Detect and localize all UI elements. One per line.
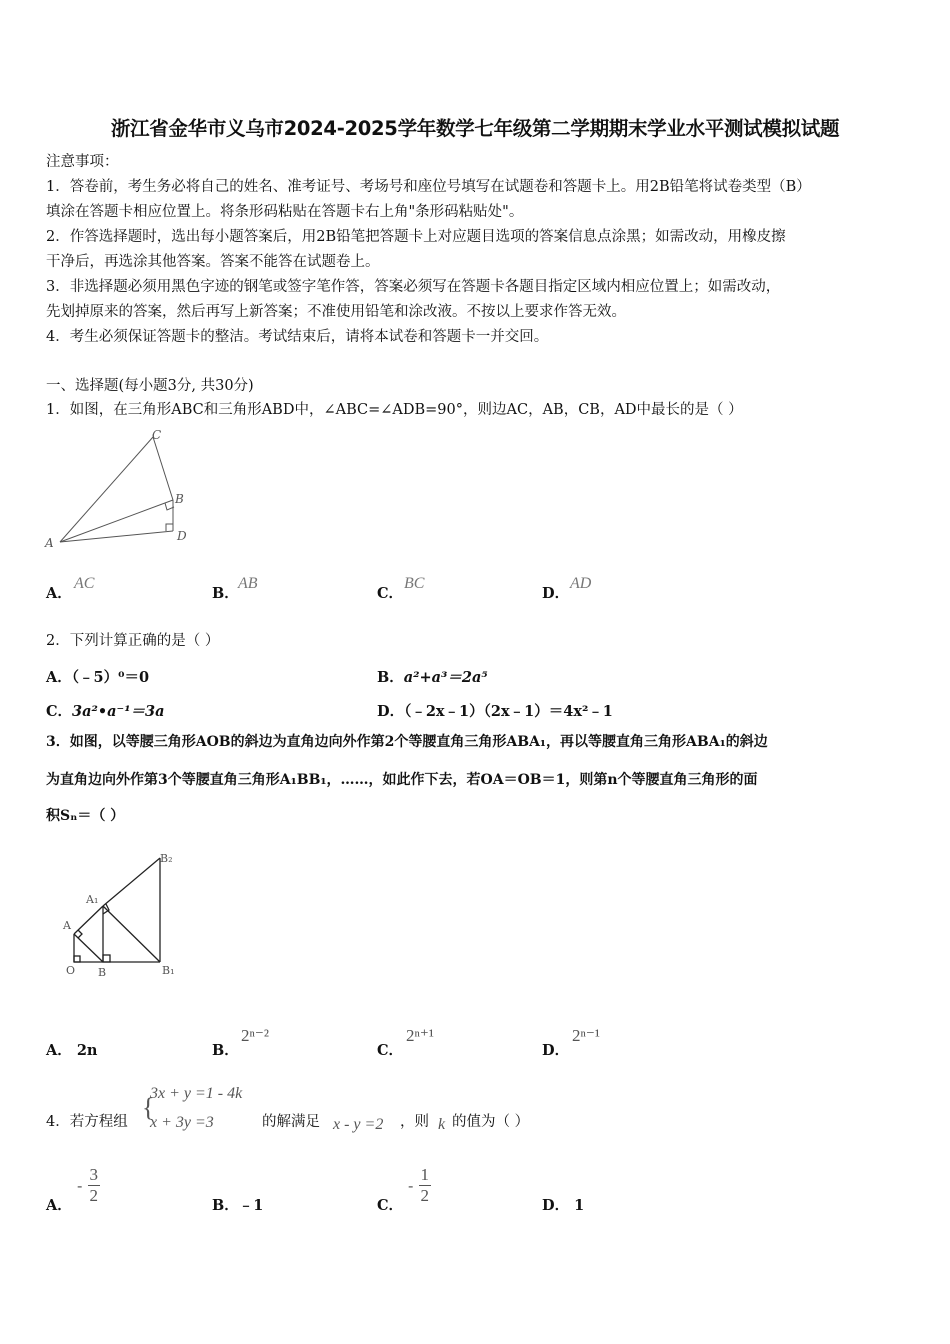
notice-line: 3．非选择题必须用黑色字迹的钢笔或签字笔作答，答案必须写在答题卡各题目指定区域内相应位置上；如需改动， (46, 279, 781, 295)
question-3-line3: 积Sₙ＝（ ） (46, 808, 125, 824)
q2-option-a: A．（﹣5）⁰＝0 (46, 669, 150, 686)
q3-option-d-letter: D． (542, 1042, 570, 1059)
q3-option-d-value: 2ⁿ⁻¹ (572, 1026, 600, 1045)
notice-line: 干净后，再选涂其他答案。答案不能答在试题卷上。 (46, 254, 380, 270)
q2-option-c: C．3a²•a⁻¹＝3a (46, 703, 165, 720)
q4-option-a-letter: A． (46, 1197, 72, 1214)
label-b: B (98, 966, 107, 979)
q4-option-c-value: - $\frac{1}{2}$ (408, 1165, 429, 1205)
q2-option-d: D．（﹣2x﹣1）（2x﹣1）＝4x²﹣1 (377, 703, 613, 720)
q4-option-c-letter: C． (377, 1197, 404, 1214)
brace-icon: { (142, 1093, 155, 1122)
q2-option-b: B．a²+a³＝2a⁵ (377, 669, 488, 686)
label-a1: A₁ (86, 893, 99, 906)
q1-option-c-letter: C． (377, 585, 404, 602)
label-d: D (177, 529, 187, 543)
q1-option-b-value: AB (238, 575, 258, 592)
notice-line: 先划掉原来的答案，然后再写上新答案；不准使用铅笔和涂改液。不按以上要求作答无效。 (46, 304, 626, 320)
page-title: 浙江省金华市义乌市2024-2025学年数学七年级第二学期期末学业水平测试模拟试题 (110, 117, 840, 140)
q3-option-b-letter: B． (212, 1042, 239, 1059)
q1-option-a-letter: A． (46, 585, 72, 602)
q4-option-b: B．﹣1 (212, 1197, 264, 1214)
q1-option-d-value: AD (570, 575, 592, 592)
triangle-figure (40, 428, 200, 553)
notice-line: 4．考生必须保证答题卡的整洁。考试结束后，请将本试卷和答题卡一并交回。 (46, 329, 549, 345)
label-o: O (66, 964, 76, 977)
equation-1: 3x + y =1 - 4k (150, 1085, 243, 1102)
notice-line: 2．作答选择题时，选出每小题答案后，用2B铅笔把答题卡上对应题目选项的答案信息点涂黑；如需改动，用橡皮擦 (46, 229, 786, 245)
question-4-then: ，则 (400, 1114, 429, 1130)
label-b1: B₁ (162, 964, 175, 977)
notice-heading: 注意事项： (46, 154, 119, 170)
q4-option-a-value: - $\frac{3}{2}$ (77, 1165, 98, 1205)
question-1-stem: 1．如图，在三角形ABC和三角形ABD中，∠ABC=∠ADB=90°，则边AC，AB，CB，AD中最长的是（ ） (46, 402, 743, 418)
label-a: A (63, 919, 71, 932)
label-b2: B₂ (160, 852, 173, 865)
q3-option-c-letter: C． (377, 1042, 404, 1059)
question-4-mid: 的解满足 (262, 1114, 320, 1130)
question-3-line1: 3．如图，以等腰三角形AOB的斜边为直角边向外作第2个等腰直角三角形ABA₁，再以等腰直角三角形ABA₁的斜边 (46, 734, 768, 750)
q3-option-b-value: 2ⁿ⁻² (241, 1026, 269, 1045)
question-4-prefix: 4．若方程组 (46, 1114, 128, 1130)
notice-line: 填涂在答题卡相应位置上。将条形码粘贴在答题卡右上角"条形码粘贴处"。 (46, 204, 524, 220)
label-b: B (175, 492, 184, 506)
section-heading: 一、选择题(每小题3分, 共30分) (46, 378, 254, 394)
variable-k: k (438, 1116, 446, 1133)
question-3-line2: 为直角边向外作第3个等腰直角三角形A₁BB₁，……，如此作下去，若OA＝OB＝1，则第n个等腰直角三角形的面 (46, 772, 758, 788)
q1-option-a-value: AC (74, 575, 95, 592)
isosceles-right-triangles-figure (58, 850, 188, 980)
q1-option-c-value: BC (404, 575, 425, 592)
question-2-stem: 2．下列计算正确的是（ ） (46, 633, 220, 649)
q3-option-c-value: 2ⁿ⁺¹ (406, 1026, 434, 1045)
q1-option-b-letter: B． (212, 585, 239, 602)
q3-option-a: A． 2n (46, 1042, 98, 1059)
label-c: C (152, 428, 162, 442)
q4-option-d: D． 1 (542, 1197, 585, 1214)
condition: x - y =2 (333, 1116, 384, 1133)
question-4-suffix: 的值为（ ） (452, 1114, 530, 1130)
label-a: A (45, 536, 54, 550)
equation-2: x + 3y =3 (150, 1114, 214, 1131)
notice-line: 1．答卷前，考生务必将自己的姓名、准考证号、考场号和座位号填写在试题卷和答题卡上。用2B铅笔将试卷类型（B） (46, 179, 811, 195)
q1-option-d-letter: D． (542, 585, 570, 602)
